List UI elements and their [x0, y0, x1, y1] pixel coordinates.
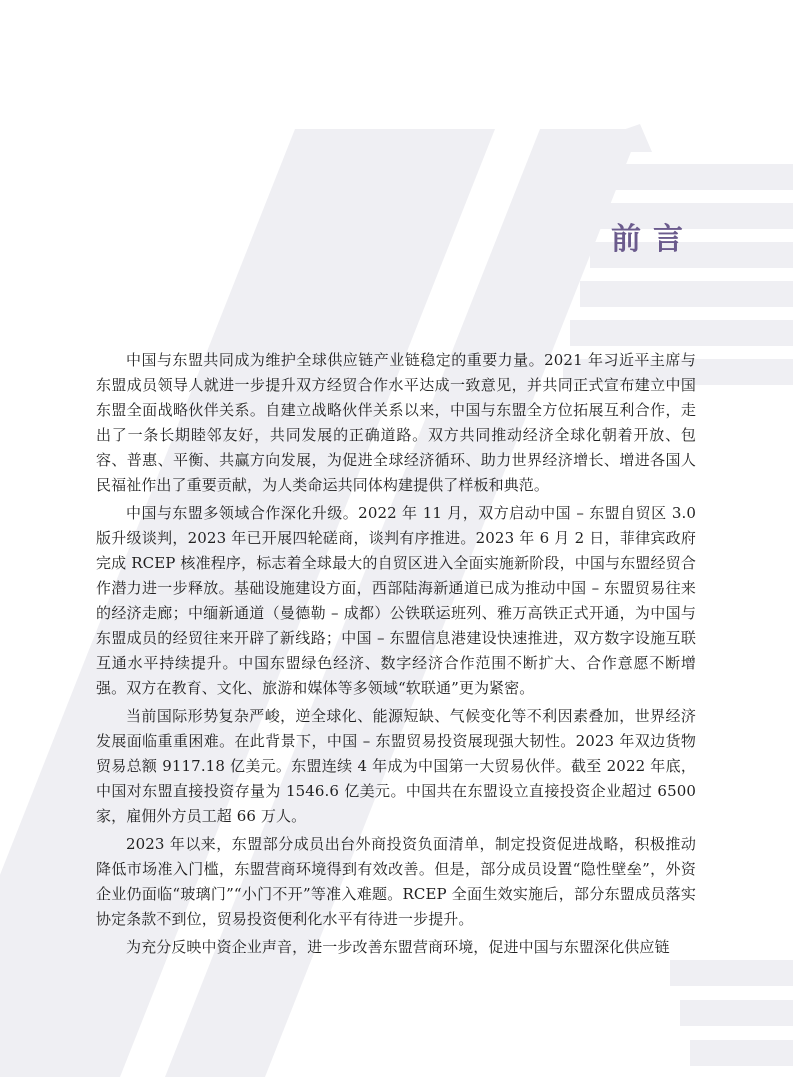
paragraph: 当前国际形势复杂严峻，逆全球化、能源短缺、气候变化等不利因素叠加，世界经济发展面临重重困难。在此背景下，中国 – 东盟贸易投资展现强大韧性。2023 年双边货物贸易总额 9117.18 亿美元。东盟连续 4 年成为中国第一大贸易伙伴。截至 2022 年底，中国对东盟直接投资存量为 1546.6 亿美元。中国共在东盟设立直接投资企业超过 6500 家，雇佣外方员工超 66 万人。 [96, 707, 696, 825]
body-text [96, 348, 696, 963]
paragraph: 为充分反映中资企业声音，进一步改善东盟营商环境，促进中国与东盟深化供应链 [126, 938, 670, 956]
page-title: 前言 [611, 222, 695, 257]
paragraph: 2023 年以来，东盟部分成员出台外商投资负面清单，制定投资促进战略，积极推动降低市场准入门槛，东盟营商环境得到有效改善。但是，部分成员设置“隐性壁垒”，外资企业仍面临“玻璃门”“小门不开”等准入难题。RCEP 全面生效实施后，部分东盟成员落实协定条款不到位，贸易投资便利化水平有待进一步提升。 [96, 835, 696, 928]
paragraph: 中国与东盟共同成为维护全球供应链产业链稳定的重要力量。2021 年习近平主席与东盟成员领导人就进一步提升双方经贸合作水平达成一致意见，并共同正式宣布建立中国东盟全面战略伙伴关系。自建立战略伙伴关系以来，中国与东盟全方位拓展互利合作，走出了一条长期睦邻友好，共同发展的正确道路。双方共同推动经济全球化朝着开放、包容、普惠、平衡、共赢方向发展，为促进全球经济循环、助力世界经济增长、增进各国人民福祉作出了重要贡献，为人类命运共同体构建提供了样板和典范。 [96, 351, 696, 494]
paragraph: 中国与东盟多领域合作深化升级。2022 年 11 月，双方启动中国 – 东盟自贸区 3.0 版升级谈判，2023 年已开展四轮磋商，谈判有序推进。2023 年 6 月 2 日，菲律宾政府完成 RCEP 核准程序，标志着全球最大的自贸区进入全面实施新阶段，中国与东盟经贸合作潜力进一步释放。基础设施建设方面，西部陆海新通道已成为推动中国 – 东盟贸易往来的经济走廊；中缅新通道（曼德勒 – 成都）公铁联运班列、雅万高铁正式开通，为中国与东盟成员的经贸往来开辟了新线路；中国 – 东盟信息港建设快速推进，双方数字设施互联互通水平持续提升。中国东盟绿色经济、数字经济合作范围不断扩大、合作意愿不断增强。双方在教育、文化、旅游和媒体等多领域“软联通”更为紧密。 [96, 504, 696, 697]
